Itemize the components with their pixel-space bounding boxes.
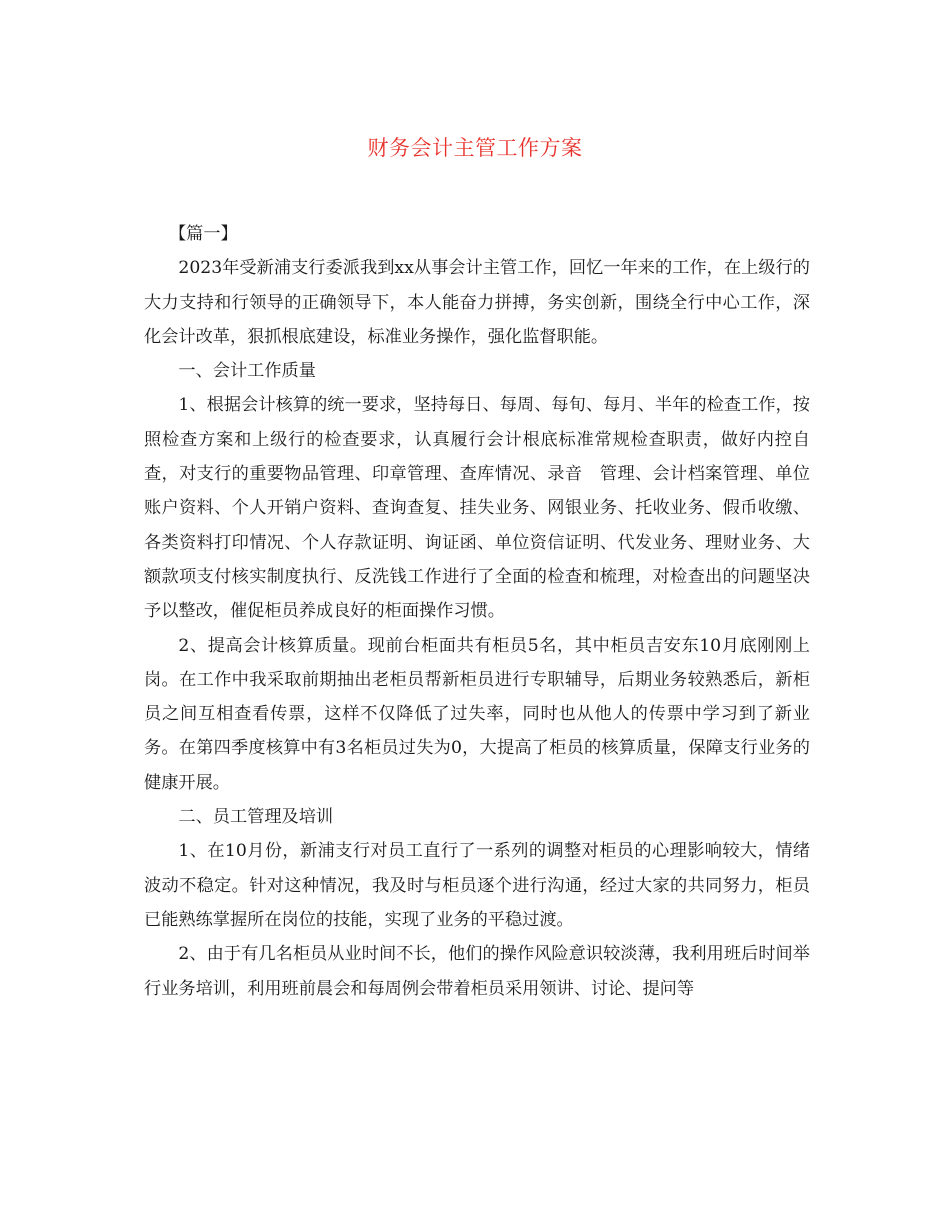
paragraph-staff-adjustment: 1、在10月份，新浦支行对员工直行了一系列的调整对柜员的心理影响较大，情绪波动不稳定。针对这种情况，我及时与柜员逐个进行沟通，经过大家的共同努力，柜员已能熟练掌握所在岗位的技能，实现了业务的平稳过渡。 bbox=[144, 841, 810, 930]
paragraph-inspection: 1、根据会计核算的统一要求，坚持每日、每周、每旬、每月、半年的检查工作，按照检查方案和上级行的检查要求，认真履行会计根底标准常规检查职责，做好内控自查，对支行的重要物品管理、印章管理、查库情况、录音 管理、会计档案管理、单位账户资料、个人开销户资料、查询查复、挂失业务、网银业务、托收业务、假币收缴、各类资料打印情况、个人存款证明、询证函、单位资信证明、代发业务、理财业务、大额款项支付核实制度执行、反洗钱工作进行了全面的检查和梳理，对检查出的问题坚决予以整改，催促柜员养成良好的柜面操作习惯。 bbox=[144, 395, 810, 622]
document-title: 财务会计主管工作方案 bbox=[367, 136, 583, 160]
intro-paragraph: 2023年受新浦支行委派我到xx从事会计主管工作，回忆一年来的工作，在上级行的大力支持和行领导的正确领导下，本人能奋力拼搏，务实创新，围绕全行中心工作，深化会计改革，狠抓根底建设，标准业务操作，强化监督职能。 bbox=[144, 258, 810, 347]
paragraph-training: 2、由于有几名柜员从业时间不长，他们的操作风险意识较淡薄，我利用班后时间举行业务培训，利用班前晨会和每周例会带着柜员采用领讲、讨论、提问等 bbox=[144, 944, 810, 999]
section-heading-accounting-quality: 一、会计工作质量 bbox=[178, 361, 316, 382]
section-heading-staff-training: 二、员工管理及培训 bbox=[178, 807, 334, 828]
document-body bbox=[144, 217, 810, 1006]
chapter-heading: 【篇一】 bbox=[168, 224, 238, 244]
paragraph-accounting-quality: 2、提高会计核算质量。现前台柜面共有柜员5名，其中柜员吉安东10月底刚刚上岗。在工作中我采取前期抽出老柜员帮新柜员进行专职辅导，后期业务较熟悉后，新柜员之间互相查看传票，这样不仅降低了过失率，同时也从他人的传票中学习到了新业务。在第四季度核算中有3名柜员过失为0，大提高了柜员的核算质量，保障支行业务的健康开展。 bbox=[144, 635, 810, 793]
